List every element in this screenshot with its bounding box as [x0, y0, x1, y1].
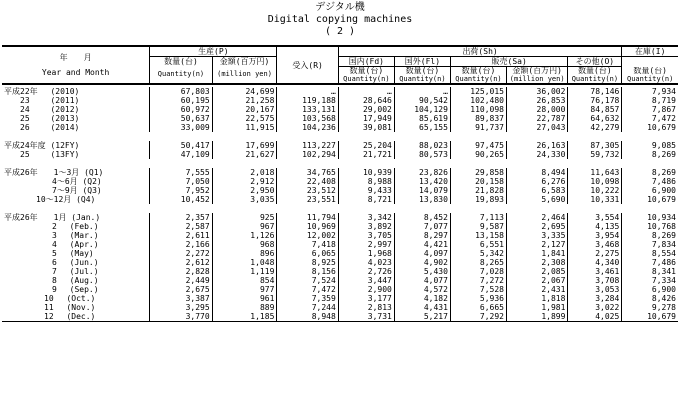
cell-value: 5,342 [450, 249, 506, 258]
table-row [2, 141, 678, 150]
cell-value: 65,155 [394, 123, 450, 132]
cell-value: 967 [212, 222, 277, 231]
cell-value: 10,934 [622, 213, 678, 222]
cell-value: 87,305 [568, 141, 622, 150]
cell-value: 6,551 [450, 240, 506, 249]
cell-value: 6,665 [450, 303, 506, 312]
sales-amt: 金額(百万円) (million yen) [506, 67, 567, 85]
cell-value: 33,009 [150, 123, 213, 132]
cell-value: 2,431 [506, 285, 567, 294]
table-row [2, 96, 678, 105]
cell-value: 8,341 [622, 267, 678, 276]
cell-value: 10,679 [622, 123, 678, 132]
cell-value: 7,244 [277, 303, 338, 312]
cell-value: 13,420 [394, 177, 450, 186]
cell-value: 2,950 [212, 186, 277, 195]
cell-value: 29,002 [338, 105, 394, 114]
sales-qty: 数量(台) Quantity(n) [450, 67, 506, 85]
cell-value: 39,081 [338, 123, 394, 132]
cell-value: … [338, 87, 394, 96]
cell-value: 20,158 [450, 177, 506, 186]
cell-value: 13,830 [394, 195, 450, 204]
cell-value: 60,195 [150, 96, 213, 105]
table-row [2, 267, 678, 276]
cell-value: 60,972 [150, 105, 213, 114]
inventory-header: 在庫(I) [622, 46, 678, 57]
table-row [2, 303, 678, 312]
cell-value: 64,632 [568, 114, 622, 123]
cell-value: 2,912 [212, 177, 277, 186]
cell-value: 24,699 [212, 87, 277, 96]
cell-value: 78,146 [568, 87, 622, 96]
row-label: 25 (13FY) [4, 150, 80, 159]
cell-value: 4,431 [394, 303, 450, 312]
exports-qty: 数量(台) Quantity(n) [394, 67, 450, 85]
cell-value: 88,023 [394, 141, 450, 150]
cell-value: 2,587 [150, 222, 213, 231]
cell-value: 3,554 [568, 213, 622, 222]
title-block [0, 2, 680, 38]
cell-value: 6,065 [277, 249, 338, 258]
cell-value: 3,022 [568, 303, 622, 312]
row-label: 12 (Dec.) [2, 312, 150, 322]
cell-value: 6,583 [506, 186, 567, 195]
cell-value: 961 [212, 294, 277, 303]
cell-value: 4,182 [394, 294, 450, 303]
cell-value: 2,611 [150, 231, 213, 240]
domestic-qty: 数量(台) Quantity(n) [338, 67, 394, 85]
cell-value: 1,841 [506, 249, 567, 258]
cell-value: 2,308 [506, 258, 567, 267]
cell-value: 7,028 [450, 267, 506, 276]
cell-value: 8,988 [338, 177, 394, 186]
cell-value: 7,952 [150, 186, 213, 195]
cell-value: 23,512 [277, 186, 338, 195]
cell-value: 113,227 [277, 141, 338, 150]
prod-amt-jp: 金額(百万円) [212, 57, 277, 67]
row-label: 平成22年 (2010) [4, 87, 80, 96]
row-label: 4 (Apr.) [4, 240, 99, 249]
cell-value: 1,968 [338, 249, 394, 258]
row-label: 平成26年 1～3月 (Q1) [4, 168, 104, 177]
cell-value: 1,185 [212, 312, 277, 322]
cell-value: 10,331 [568, 195, 622, 204]
cell-value: 90,542 [394, 96, 450, 105]
cell-value: 27,043 [506, 123, 567, 132]
table-row [2, 87, 678, 96]
cell-value: 3,284 [568, 294, 622, 303]
cell-value: 7,934 [622, 87, 678, 96]
cell-value: 22,575 [212, 114, 277, 123]
cell-value: 2,449 [150, 276, 213, 285]
cell-value: 977 [212, 285, 277, 294]
shipments-header: 出荷(Sh) [338, 46, 622, 57]
cell-value: 2,828 [150, 267, 213, 276]
cell-value: 10,939 [338, 168, 394, 177]
cell-value: 80,573 [394, 150, 450, 159]
cell-value: 11,794 [277, 213, 338, 222]
table-row [2, 312, 678, 322]
cell-value: 8,948 [277, 312, 338, 322]
cell-value: 34,765 [277, 168, 338, 177]
cell-value: 2,166 [150, 240, 213, 249]
cell-value: 896 [212, 249, 277, 258]
cell-value: 19,893 [450, 195, 506, 204]
table-row [2, 285, 678, 294]
cell-value: 25,204 [338, 141, 394, 150]
cell-value: 110,098 [450, 105, 506, 114]
row-label: 25 (2013) [4, 114, 80, 123]
cell-value: 2,127 [506, 240, 567, 249]
table-row [2, 177, 678, 186]
title-jp: デジタル機 [315, 2, 365, 13]
cell-value: 5,690 [506, 195, 567, 204]
cell-value: 20,167 [212, 105, 277, 114]
cell-value: 1,981 [506, 303, 567, 312]
cell-value: 3,177 [338, 294, 394, 303]
cell-value: 4,097 [394, 249, 450, 258]
cell-value: 13,158 [450, 231, 506, 240]
cell-value: 5,936 [450, 294, 506, 303]
cell-value: 67,803 [150, 87, 213, 96]
cell-value: 22,787 [506, 114, 567, 123]
table-row [2, 186, 678, 195]
cell-value: 8,719 [622, 96, 678, 105]
cell-value: 4,902 [394, 258, 450, 267]
cell-value: 1,126 [212, 231, 277, 240]
cell-value: 854 [212, 276, 277, 285]
cell-value: 47,109 [150, 150, 213, 159]
domestic-header: 国内(Fd) [338, 57, 394, 67]
cell-value: 7,113 [450, 213, 506, 222]
row-label: 平成26年 1月 (Jan.) [4, 213, 101, 222]
cell-value: 1,119 [212, 267, 277, 276]
row-label: 10～12月 (Q4) [4, 195, 96, 204]
cell-value: 4,421 [394, 240, 450, 249]
cell-value: 2,464 [506, 213, 567, 222]
cell-value: … [277, 87, 338, 96]
cell-value: 104,236 [277, 123, 338, 132]
row-label: 24 (2012) [4, 105, 80, 114]
table-row [2, 294, 678, 303]
cell-value: 7,272 [450, 276, 506, 285]
cell-value: 22,408 [277, 177, 338, 186]
cell-value: 2,018 [212, 168, 277, 177]
cell-value: 3,053 [568, 285, 622, 294]
cell-value: 3,461 [568, 267, 622, 276]
cell-value: 2,272 [150, 249, 213, 258]
table-row [2, 240, 678, 249]
table-row [2, 123, 678, 132]
cell-value: 2,813 [338, 303, 394, 312]
cell-value: 76,178 [568, 96, 622, 105]
table-row [2, 114, 678, 123]
row-label: 4～6月 (Q2) [4, 177, 102, 186]
cell-value: 5,217 [394, 312, 450, 322]
cell-value: 8,426 [622, 294, 678, 303]
row-label: 9 (Sep.) [4, 285, 99, 294]
cell-value: 2,900 [338, 285, 394, 294]
cell-value: 10,222 [568, 186, 622, 195]
cell-value: 24,330 [506, 150, 567, 159]
row-label: 5 (May) [4, 249, 94, 258]
cell-value: 103,568 [277, 114, 338, 123]
title-en: Digital copying machines [267, 14, 413, 25]
row-label: 2 (Feb.) [4, 222, 99, 231]
cell-value: 8,269 [622, 150, 678, 159]
cell-value: 85,619 [394, 114, 450, 123]
cell-value: 7,472 [277, 285, 338, 294]
cell-value: 36,002 [506, 87, 567, 96]
cell-value: 59,732 [568, 150, 622, 159]
cell-value: 7,472 [622, 114, 678, 123]
prod-qty-en: Quantity(n) [150, 67, 213, 85]
others-header: その他(O) [568, 57, 622, 67]
cell-value: 17,699 [212, 141, 277, 150]
row-label: 3 (Mar.) [4, 231, 99, 240]
receipts-header: 受入(R) [277, 46, 338, 84]
table-row [2, 276, 678, 285]
section-gap [2, 159, 678, 168]
cell-value: 3,295 [150, 303, 213, 312]
cell-value: 29,858 [450, 168, 506, 177]
cell-value: 9,587 [450, 222, 506, 231]
cell-value: 3,705 [338, 231, 394, 240]
cell-value: 2,997 [338, 240, 394, 249]
cell-value: 10,679 [622, 312, 678, 322]
cell-value: 4,025 [568, 312, 622, 322]
table-body [2, 84, 678, 322]
cell-value: 7,418 [277, 240, 338, 249]
cell-value: 889 [212, 303, 277, 312]
cell-value: 3,731 [338, 312, 394, 322]
cell-value: 97,475 [450, 141, 506, 150]
section-gap [2, 204, 678, 213]
cell-value: 7,867 [622, 105, 678, 114]
cell-value: 23,551 [277, 195, 338, 204]
row-label: 8 (Aug.) [4, 276, 99, 285]
cell-value: 2,357 [150, 213, 213, 222]
row-label: 7 (Jul.) [4, 267, 99, 276]
cell-value: 89,837 [450, 114, 506, 123]
cell-value: 2,275 [568, 249, 622, 258]
cell-value: 4,572 [394, 285, 450, 294]
table-row [2, 213, 678, 222]
cell-value: 8,554 [622, 249, 678, 258]
cell-value: 104,129 [394, 105, 450, 114]
cell-value: 8,269 [622, 168, 678, 177]
table-row [2, 222, 678, 231]
cell-value: 90,265 [450, 150, 506, 159]
cell-value: 26,163 [506, 141, 567, 150]
row-label: 26 (2014) [4, 123, 80, 132]
row-label: 7～9月 (Q3) [4, 186, 102, 195]
cell-value: 7,359 [277, 294, 338, 303]
cell-value: 6,900 [622, 285, 678, 294]
cell-value: 8,269 [622, 231, 678, 240]
cell-value: 7,486 [622, 258, 678, 267]
cell-value: 968 [212, 240, 277, 249]
cell-value: 91,737 [450, 123, 506, 132]
cell-value: 125,015 [450, 87, 506, 96]
cell-value: 8,265 [450, 258, 506, 267]
row-label: 平成24年度 (12FY) [4, 141, 80, 150]
sales-header: 販売(Sa) [450, 57, 567, 67]
cell-value: 7,555 [150, 168, 213, 177]
cell-value: 1,818 [506, 294, 567, 303]
cell-value: 3,954 [568, 231, 622, 240]
cell-value: 8,156 [277, 267, 338, 276]
cell-value: 3,708 [568, 276, 622, 285]
table-row [2, 168, 678, 177]
cell-value: 3,770 [150, 312, 213, 322]
cell-value: 8,452 [394, 213, 450, 222]
cell-value: 9,278 [622, 303, 678, 312]
cell-value: 10,969 [277, 222, 338, 231]
cell-value: 7,292 [450, 312, 506, 322]
cell-value: 2,675 [150, 285, 213, 294]
cell-value: 7,334 [622, 276, 678, 285]
cell-value: 8,494 [506, 168, 567, 177]
data-table [2, 45, 678, 322]
table-row [2, 249, 678, 258]
cell-value: 21,721 [338, 150, 394, 159]
cell-value: 14,079 [394, 186, 450, 195]
cell-value: 50,417 [150, 141, 213, 150]
cell-value: … [394, 87, 450, 96]
cell-value: 42,279 [568, 123, 622, 132]
cell-value: 8,925 [277, 258, 338, 267]
cell-value: 7,834 [622, 240, 678, 249]
cell-value: 2,067 [506, 276, 567, 285]
cell-value: 28,000 [506, 105, 567, 114]
cell-value: 12,002 [277, 231, 338, 240]
section-gap [2, 132, 678, 141]
cell-value: 5,430 [394, 267, 450, 276]
table-row [2, 231, 678, 240]
cell-value: 2,726 [338, 267, 394, 276]
production-header: 生産(P) [150, 46, 277, 57]
cell-value: 7,528 [450, 285, 506, 294]
cell-value: 10,768 [622, 222, 678, 231]
cell-value: 7,486 [622, 177, 678, 186]
cell-value: 3,387 [150, 294, 213, 303]
title-num: ( 2 ) [324, 26, 356, 37]
cell-value: 7,077 [394, 222, 450, 231]
cell-value: 2,695 [506, 222, 567, 231]
prod-qty-jp: 数量(台) [150, 57, 213, 67]
table-row [2, 105, 678, 114]
cell-value: 23,826 [394, 168, 450, 177]
table-row [2, 258, 678, 267]
cell-value: 11,915 [212, 123, 277, 132]
cell-value: 133,131 [277, 105, 338, 114]
row-label: 10 (Oct.) [4, 294, 96, 303]
cell-value: 10,679 [622, 195, 678, 204]
cell-value: 9,085 [622, 141, 678, 150]
prod-amt-en: (million yen) [212, 67, 277, 85]
cell-value: 3,468 [568, 240, 622, 249]
cell-value: 9,433 [338, 186, 394, 195]
cell-value: 7,050 [150, 177, 213, 186]
cell-value: 21,258 [212, 96, 277, 105]
table-row [2, 150, 678, 159]
cell-value: 4,023 [338, 258, 394, 267]
cell-value: 21,627 [212, 150, 277, 159]
year-month-header: 年 月 Year and Month [41, 53, 110, 77]
cell-value: 1,899 [506, 312, 567, 322]
cell-value: 3,892 [338, 222, 394, 231]
cell-value: 3,447 [338, 276, 394, 285]
cell-value: 4,077 [394, 276, 450, 285]
cell-value: 6,276 [506, 177, 567, 186]
cell-value: 8,721 [338, 195, 394, 204]
cell-value: 102,294 [277, 150, 338, 159]
cell-value: 2,612 [150, 258, 213, 267]
cell-value: 4,135 [568, 222, 622, 231]
cell-value: 21,828 [450, 186, 506, 195]
cell-value: 3,335 [506, 231, 567, 240]
cell-value: 3,035 [212, 195, 277, 204]
cell-value: 102,480 [450, 96, 506, 105]
cell-value: 84,857 [568, 105, 622, 114]
row-label: 23 (2011) [4, 96, 80, 105]
row-label: 6 (Jun.) [4, 258, 99, 267]
cell-value: 1,048 [212, 258, 277, 267]
cell-value: 2,085 [506, 267, 567, 276]
cell-value: 3,342 [338, 213, 394, 222]
cell-value: 7,524 [277, 276, 338, 285]
cell-value: 119,188 [277, 96, 338, 105]
cell-value: 4,340 [568, 258, 622, 267]
cell-value: 8,297 [394, 231, 450, 240]
exports-header: 国外(Fl) [394, 57, 450, 67]
cell-value: 10,452 [150, 195, 213, 204]
others-qty: 数量(台) Quantity(n) [568, 67, 622, 85]
row-label: 11 (Nov.) [4, 303, 96, 312]
cell-value: 50,637 [150, 114, 213, 123]
cell-value: 10,098 [568, 177, 622, 186]
cell-value: 925 [212, 213, 277, 222]
cell-value: 17,949 [338, 114, 394, 123]
table-row [2, 195, 678, 204]
cell-value: 11,643 [568, 168, 622, 177]
inventory-qty: 数量(台) Quantity(n) [622, 67, 678, 85]
cell-value: 26,853 [506, 96, 567, 105]
cell-value: 6,900 [622, 186, 678, 195]
cell-value: 28,646 [338, 96, 394, 105]
